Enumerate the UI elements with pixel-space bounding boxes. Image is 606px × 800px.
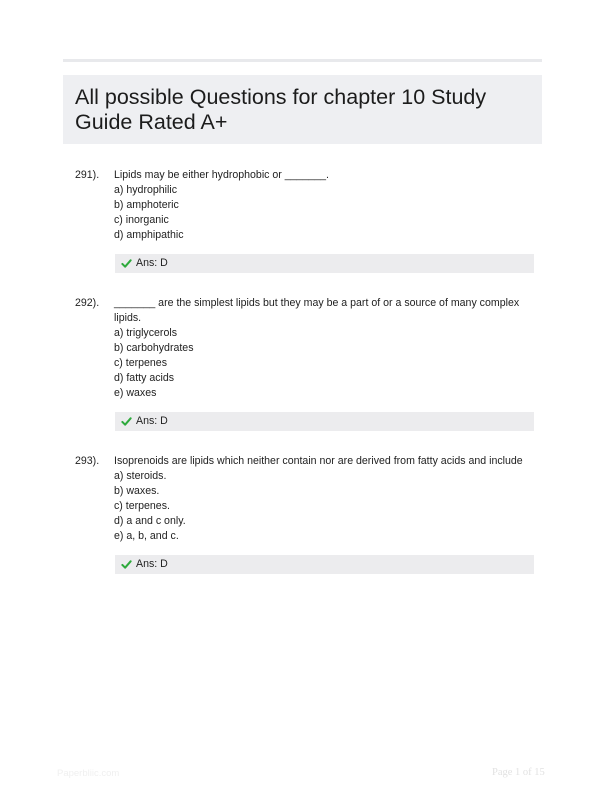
- page-indicator: Page 1 of 15: [492, 767, 545, 778]
- option-e: e) a, b, and c.: [114, 530, 179, 542]
- option-d: d) amphipathic: [114, 229, 184, 241]
- option-d: d) a and c only.: [114, 515, 186, 527]
- check-icon: [121, 258, 132, 269]
- option-a: a) hydrophilic: [114, 184, 178, 196]
- answer-box: [115, 254, 534, 273]
- answer-text: Ans: D: [136, 257, 168, 269]
- option-c: c) inorganic: [114, 214, 169, 226]
- question-text: _______ are the simplest lipids but they may be a part of or a source of many complex lipids.: [114, 297, 520, 324]
- option-a: a) steroids.: [114, 470, 167, 482]
- option-e: e) waxes: [114, 387, 157, 399]
- footer-watermark: Paperbliic.com: [57, 768, 120, 779]
- option-c: c) terpenes: [114, 357, 167, 369]
- check-icon: [121, 416, 132, 427]
- answer-text: Ans: D: [136, 558, 168, 570]
- question-number: 293).: [75, 455, 100, 467]
- question-number: 291).: [75, 169, 100, 181]
- option-b: b) amphoteric: [114, 199, 179, 211]
- top-divider: [63, 59, 542, 62]
- page-title: All possible Questions for chapter 10 Study Guide Rated A+: [75, 85, 487, 134]
- option-b: b) waxes.: [114, 485, 160, 497]
- answer-text: Ans: D: [136, 415, 168, 427]
- option-a: a) triglycerols: [114, 327, 177, 339]
- question-text: Lipids may be either hydrophobic or _______.: [114, 169, 329, 181]
- question-text: Isoprenoids are lipids which neither contain nor are derived from fatty acids and include: [114, 455, 523, 467]
- answer-box: [115, 412, 534, 431]
- title-banner: [63, 75, 542, 144]
- answer-box: [115, 555, 534, 574]
- option-c: c) terpenes.: [114, 500, 170, 512]
- option-d: d) fatty acids: [114, 372, 175, 384]
- option-b: b) carbohydrates: [114, 342, 194, 354]
- question-number: 292).: [75, 297, 100, 309]
- check-icon: [121, 559, 132, 570]
